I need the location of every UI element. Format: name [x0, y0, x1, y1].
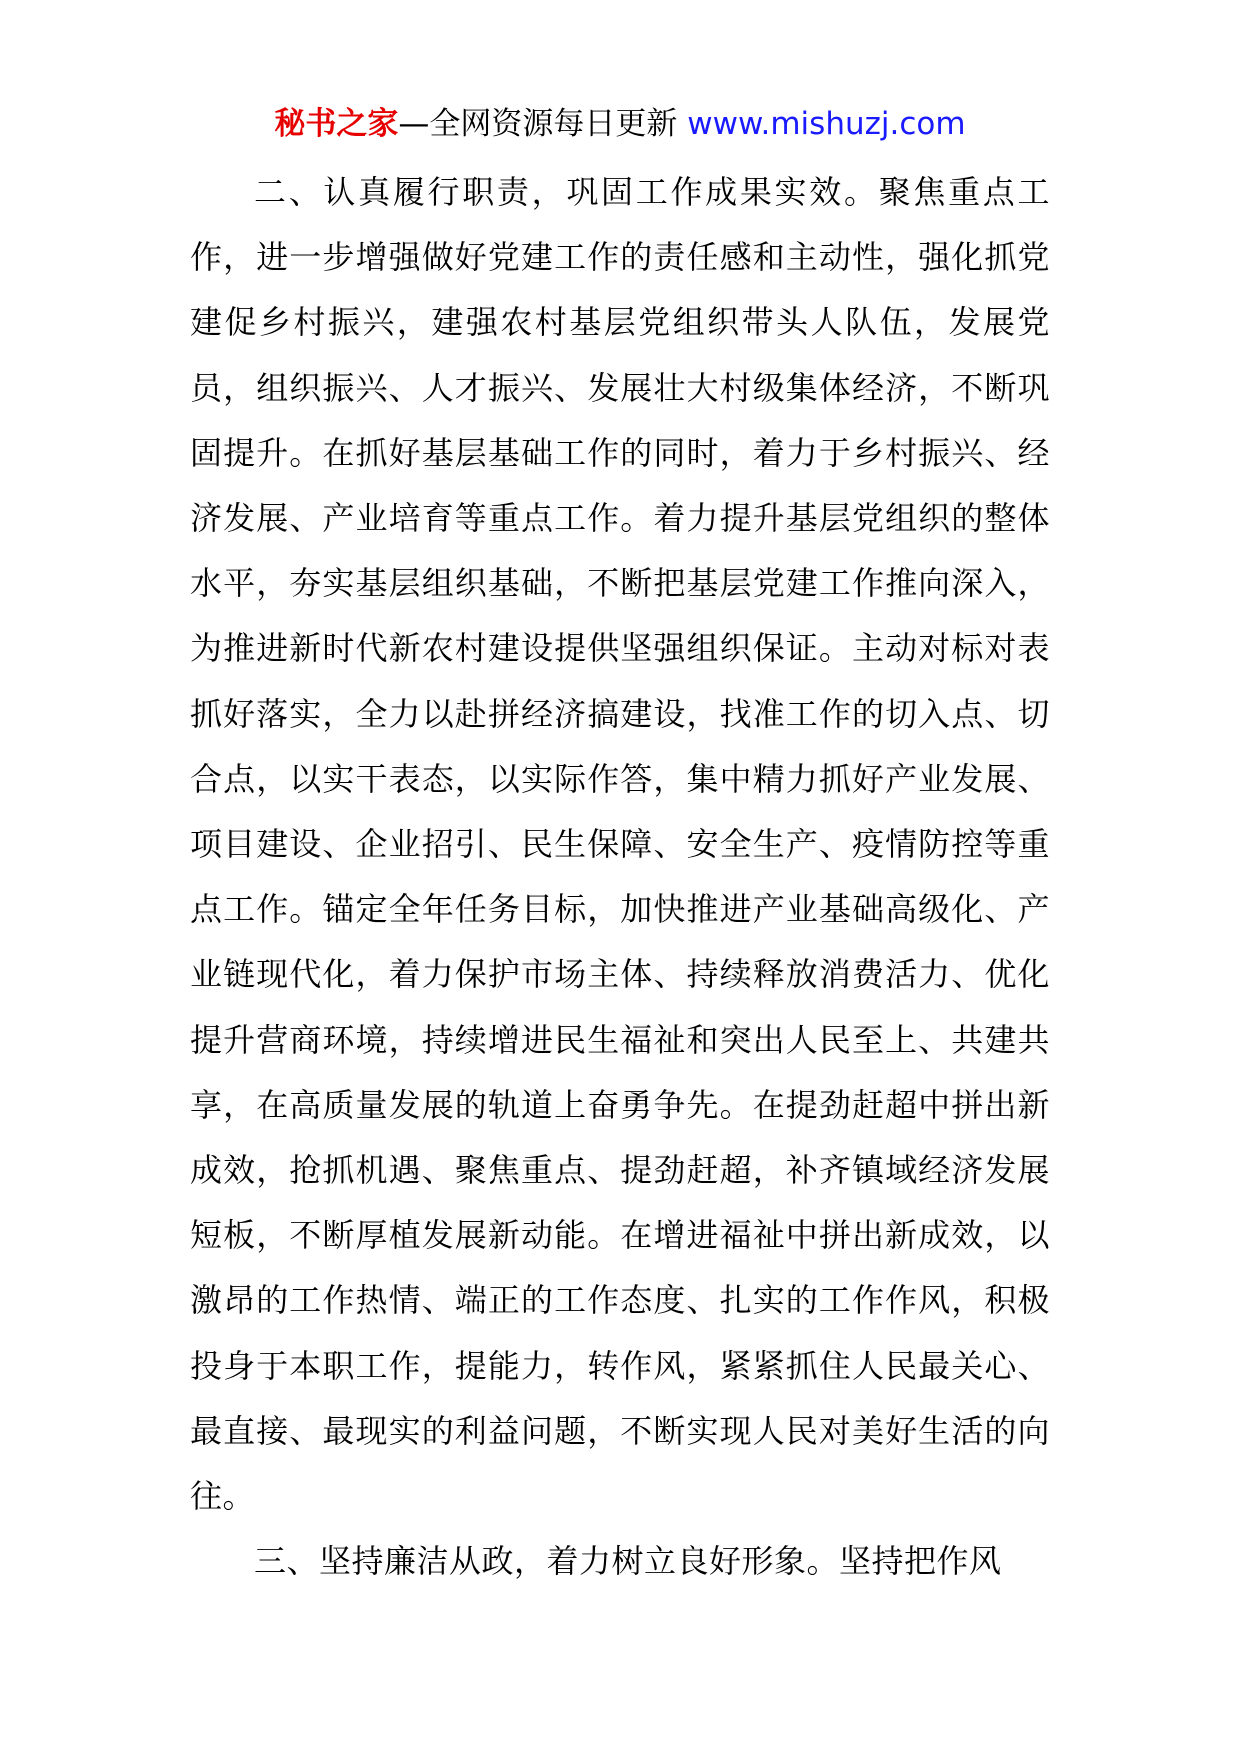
site-tagline: —全网资源每日更新 — [398, 106, 688, 142]
paragraph-section-three: 三、坚持廉洁从政，着力树立良好形象。坚持把作风 — [254, 1542, 1002, 1581]
page-header — [0, 104, 1240, 144]
site-url-link[interactable]: www.mishuzj.com — [687, 106, 966, 142]
site-brand: 秘书之家 — [274, 106, 399, 142]
document-body — [190, 160, 1050, 1594]
paragraph-section-two: 二、认真履行职责，巩固工作成果实效。聚焦重点工作，进一步增强做好党建工作的责任感和主动性，强化抓党建促乡村振兴，建强农村基层党组织带头人队伍，发展党员，组织振兴、人才振兴、发展壮大村级集体经济，不断巩固提升。在抓好基层基础工作的同时，着力于乡村振兴、经济发展、产业培育等重点工作。着力提升基层党组织的整体水平，夯实基层组织基础，不断把基层党建工作推向深入，为推进新时代新农村建设提供坚强组织保证。主动对标对表抓好落实，全力以赴拼经济搞建设，找准工作的切入点、切合点，以实干表态，以实际作答，集中精力抓好产业发展、项目建设、企业招引、民生保障、安全生产、疫情防控等重点工作。锚定全年任务目标，加快推进产业基础高级化、产业链现代化，着力保护市场主体、持续释放消费活力、优化提升营商环境，持续增进民生福祉和突出人民至上、共建共享，在高质量发展的轨道上奋勇争先。在提劲赶超中拼出新成效，抢抓机遇、聚焦重点、提劲赶超，补齐镇域经济发展短板，不断厚植发展新动能。在增进福祉中拼出新成效，以激昂的工作热情、端正的工作态度、扎实的工作作风，积极投身于本职工作，提能力，转作风，紧紧抓住人民最关心、最直接、最现实的利益问题，不断实现人民对美好生活的向往。 — [190, 173, 1050, 1516]
